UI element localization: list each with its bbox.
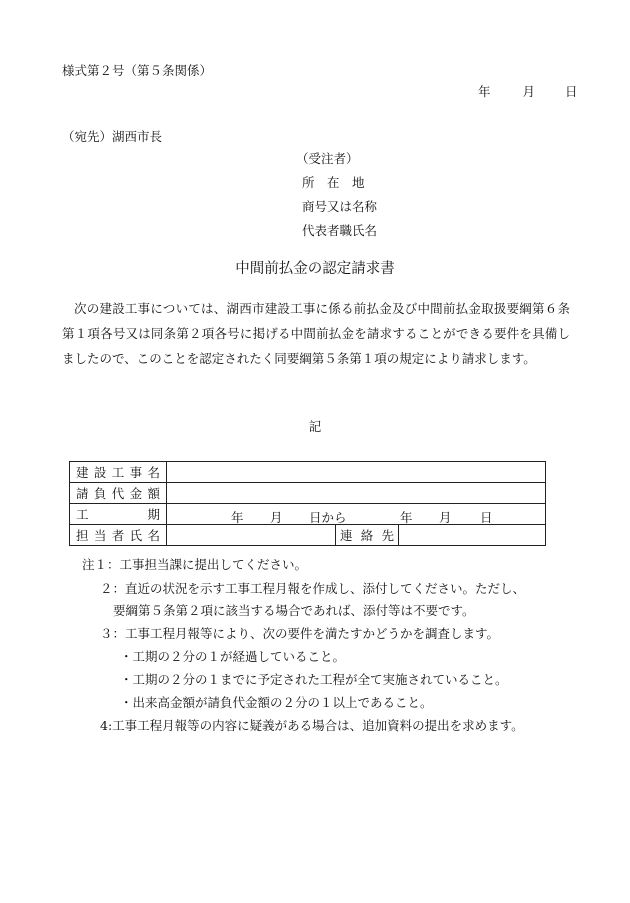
contract-amount-field[interactable] [167, 483, 546, 504]
representative-label: 代表者職氏名 [302, 223, 378, 238]
date-day: 日 [565, 84, 578, 99]
note-3: ３：工事工程月報等により、次の要件を満たすかどうかを調査します。 [100, 626, 500, 641]
person-in-charge-label: 担当者氏名 [70, 525, 167, 546]
period-from-month: 月 [270, 510, 283, 525]
form-number: 様式第２号（第５条関係） [62, 63, 213, 78]
request-body: 次の建設工事については、湖西市建設工事に係る前払金及び中間前払金取扱要綱第６条第１項各号又は同条第２項各号に掲げる中間前払金を請求することができる要件を具備しましたので、このことを認定されたく同要綱第５条第１項の規定により請求します。 [62, 301, 570, 366]
submission-date [478, 86, 578, 99]
period-to-day: 日 [480, 510, 493, 525]
period-to-month: 月 [439, 510, 452, 525]
contractor-heading: （受注者） [296, 151, 359, 166]
date-month: 月 [522, 84, 536, 99]
note-2-line-1: ２：直近の状況を示す工事工程月報を作成し、添付してください。ただし、 [100, 581, 526, 596]
period-label: 工 期 [70, 504, 167, 525]
contact-label: 連絡先 [336, 525, 399, 546]
project-name-label: 建設工事名 [70, 462, 167, 483]
contract-amount-label: 請負代金額 [70, 483, 167, 504]
period-from-year: 年 [231, 510, 244, 525]
person-in-charge-field[interactable] [167, 525, 336, 546]
contractor-block [296, 153, 377, 249]
addressee: （宛先）湖西市長 [62, 129, 163, 144]
table-row [70, 483, 546, 504]
project-info-table [69, 461, 546, 546]
project-name-field[interactable] [167, 462, 546, 483]
table-row [70, 525, 546, 546]
date-year: 年 [478, 84, 491, 99]
period-to-year: 年 [400, 510, 413, 525]
note-3-item: ・工期の２分の１までに予定された工程が全て実施されていること。 [120, 672, 508, 687]
address-label: 所 在 地 [302, 175, 365, 190]
company-name-label: 商号又は名称 [302, 199, 378, 214]
document-title: 中間前払金の認定請求書 [235, 261, 395, 277]
note-4: 4:工事工程月報等の内容に疑義がある場合は、追加資料の提出を求めます。 [100, 718, 524, 733]
period-from-day: 日から [309, 510, 347, 525]
table-row [70, 462, 546, 483]
note-3-item: ・工期の２分の１が経過していること。 [120, 649, 346, 664]
period-field[interactable] [167, 504, 546, 525]
ki-heading: 記 [308, 419, 322, 434]
table-row [70, 504, 546, 525]
note-3-item: ・出来高金額が請負代金額の２分の１以上であること。 [120, 695, 433, 710]
note-2-line-2: 要綱第５条第２項に該当する場合であれば、添付等は不要です。 [113, 603, 475, 618]
note-1: 注１：工事担当課に提出してください。 [82, 557, 308, 572]
contact-field[interactable] [399, 525, 546, 546]
